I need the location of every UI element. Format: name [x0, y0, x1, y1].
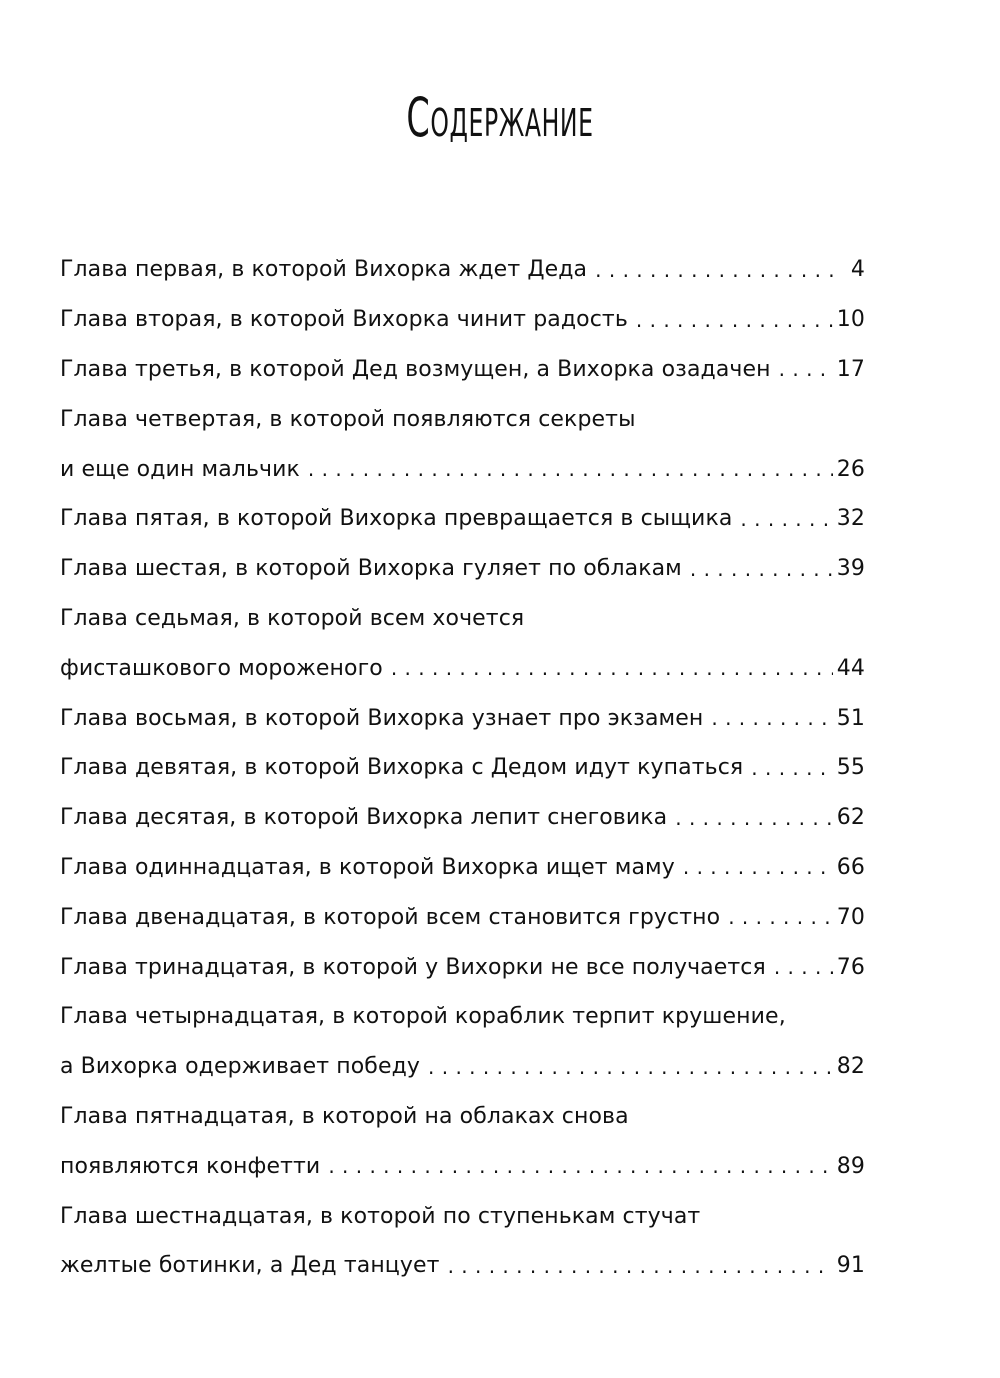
dot-leader [740, 506, 832, 532]
toc-entry [60, 494, 865, 544]
toc-entry [60, 843, 865, 893]
toc-entry-title: Глава третья, в которой Дед возмущен, а Вихорка озадачен [60, 356, 771, 382]
dot-leader [595, 257, 837, 283]
toc-entry-title: Глава пятая, в которой Вихорка превращается в сыщика [60, 506, 733, 532]
table-of-contents [60, 245, 865, 1291]
toc-entry-title: Глава седьмая, в которой всем хочется [60, 605, 525, 631]
toc-page-number: 70 [836, 904, 865, 930]
toc-entry [60, 643, 865, 693]
dot-leader [428, 1054, 833, 1080]
toc-page-number: 76 [836, 954, 865, 980]
toc-entry-continuation: и еще один мальчик [60, 456, 300, 482]
toc-entry-heading [60, 992, 865, 1042]
toc-page-number: 39 [836, 556, 865, 582]
toc-entry [60, 1042, 865, 1092]
toc-page-number: 26 [836, 456, 865, 482]
toc-entry-heading [60, 394, 865, 444]
toc-page-number: 91 [836, 1253, 865, 1279]
toc-entry [60, 245, 865, 295]
toc-entry [60, 1241, 865, 1291]
dot-leader [391, 655, 833, 681]
dot-leader [690, 556, 833, 582]
toc-page-number: 55 [836, 755, 865, 781]
toc-entry-continuation: желтые ботинки, а Дед танцует [60, 1253, 440, 1279]
dot-leader [751, 755, 833, 781]
toc-page-number: 66 [836, 854, 865, 880]
toc-entry-title: Глава первая, в которой Вихорка ждет Деда [60, 257, 588, 283]
toc-entry [60, 942, 865, 992]
dot-leader [683, 854, 833, 880]
toc-page-number: 51 [836, 705, 865, 731]
toc-entry-title: Глава восьмая, в которой Вихорка узнает про экзамен [60, 705, 704, 731]
toc-entry [60, 693, 865, 743]
toc-entry-title: Глава шестнадцатая, в которой по ступенькам стучат [60, 1203, 701, 1229]
toc-entry [60, 345, 865, 395]
dot-leader [448, 1253, 833, 1279]
toc-entry [60, 1141, 865, 1191]
dot-leader [728, 904, 833, 930]
toc-page-number: 82 [836, 1054, 865, 1080]
toc-entry-title: Глава четвертая, в которой появляются секреты [60, 406, 636, 432]
toc-entry-title: Глава пятнадцатая, в которой на облаках снова [60, 1103, 629, 1129]
toc-entry-heading [60, 594, 865, 644]
dot-leader [328, 1153, 832, 1179]
toc-entry [60, 444, 865, 494]
dot-leader [636, 307, 833, 333]
toc-entry-heading [60, 1092, 865, 1142]
toc-page-number: 89 [836, 1153, 865, 1179]
toc-page-number: 62 [836, 805, 865, 831]
toc-entry [60, 892, 865, 942]
toc-page-number: 17 [836, 356, 865, 382]
toc-page-number: 44 [836, 655, 865, 681]
toc-entry-continuation: а Вихорка одерживает победу [60, 1054, 421, 1080]
dot-leader [308, 456, 833, 482]
toc-entry-title: Глава одиннадцатая, в которой Вихорка ищет маму [60, 854, 675, 880]
toc-entry-continuation: фисташкового мороженого [60, 655, 383, 681]
toc-entry [60, 544, 865, 594]
toc-page-number: 32 [836, 506, 865, 532]
toc-entry-title: Глава четырнадцатая, в которой кораблик терпит крушение, [60, 1004, 786, 1030]
toc-entry-continuation: появляются конфетти [60, 1153, 321, 1179]
dot-leader [774, 954, 833, 980]
toc-entry-title: Глава тринадцатая, в которой у Вихорки не все получается [60, 954, 766, 980]
toc-entry-heading [60, 1191, 865, 1241]
toc-entry-title: Глава вторая, в которой Вихорка чинит радость [60, 307, 628, 333]
toc-entry [60, 295, 865, 345]
toc-entry-title: Глава шестая, в которой Вихорка гуляет по облакам [60, 556, 682, 582]
toc-entry-title: Глава десятая, в которой Вихорка лепит снеговика [60, 805, 668, 831]
toc-entry-title: Глава двенадцатая, в которой всем становится грустно [60, 904, 721, 930]
dot-leader [711, 705, 832, 731]
dot-leader [779, 356, 833, 382]
toc-page-number: 4 [850, 257, 865, 283]
toc-entry [60, 743, 865, 793]
page-title: Содержание [406, 86, 594, 149]
dot-leader [675, 805, 833, 831]
toc-entry [60, 793, 865, 843]
toc-entry-title: Глава девятая, в которой Вихорка с Дедом идут купаться [60, 755, 744, 781]
toc-page-number: 10 [836, 307, 865, 333]
